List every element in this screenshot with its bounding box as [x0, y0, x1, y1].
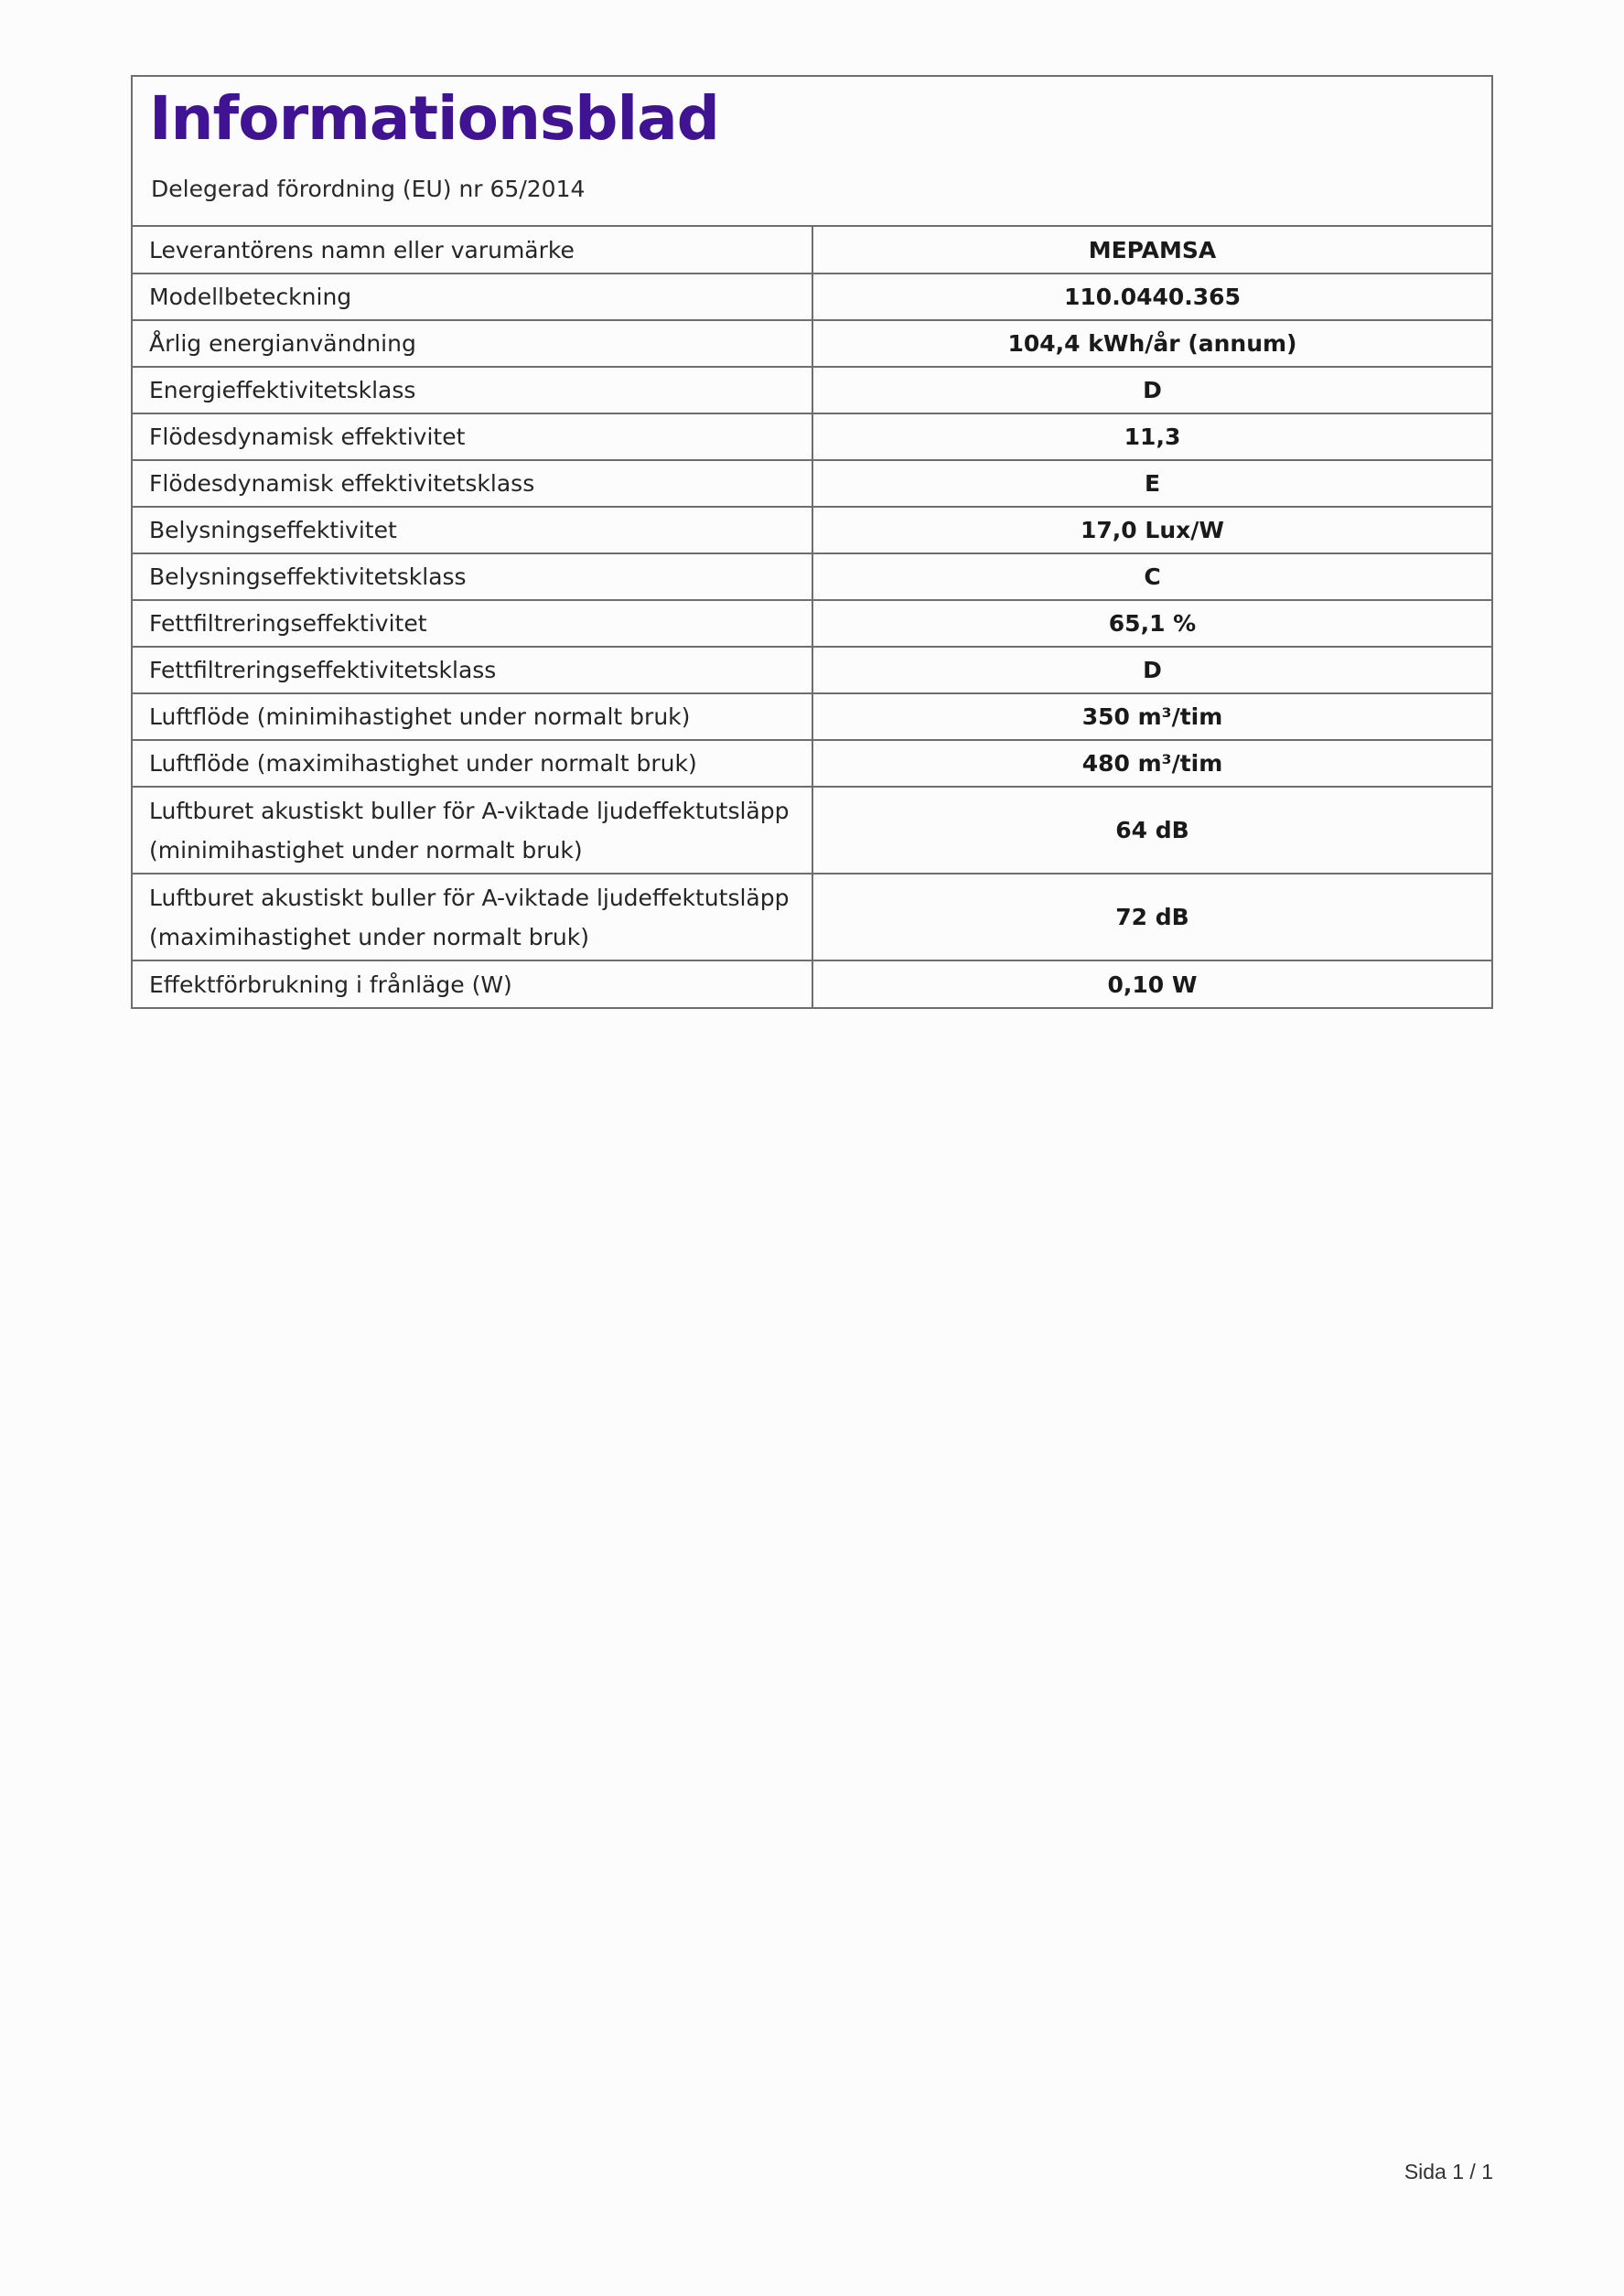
- row-label: Flödesdynamisk effektivitet: [133, 413, 812, 460]
- row-value: 0,10 W: [812, 960, 1491, 1007]
- sheet-header: [133, 77, 1491, 227]
- row-value: 110.0440.365: [812, 274, 1491, 320]
- table-row: [133, 274, 1491, 320]
- row-value: 64 dB: [812, 787, 1491, 874]
- row-label: Belysningseffektivitet: [133, 507, 812, 553]
- row-value: 350 m³/tim: [812, 693, 1491, 740]
- table-row: [133, 647, 1491, 693]
- row-value: 65,1 %: [812, 600, 1491, 647]
- table-row: [133, 600, 1491, 647]
- row-label: Luftburet akustiskt buller för A-viktade ljudeffektutsläpp (maximihastighet under normalt bruk): [133, 874, 812, 960]
- row-label: Energieffektivitetsklass: [133, 367, 812, 413]
- row-label: Luftflöde (maximihastighet under normalt bruk): [133, 740, 812, 787]
- table-row: [133, 553, 1491, 600]
- row-label: Luftburet akustiskt buller för A-viktade ljudeffektutsläpp (minimihastighet under normalt bruk): [133, 787, 812, 874]
- row-label: Fettfiltreringseffektivitet: [133, 600, 812, 647]
- row-value: E: [812, 460, 1491, 507]
- row-value: 72 dB: [812, 874, 1491, 960]
- row-label: Modellbeteckning: [133, 274, 812, 320]
- page-number: Sida 1 / 1: [1404, 2160, 1493, 2183]
- row-value: 17,0 Lux/W: [812, 507, 1491, 553]
- table-row: [133, 874, 1491, 960]
- row-value: C: [812, 553, 1491, 600]
- table-row: [133, 740, 1491, 787]
- row-value: D: [812, 647, 1491, 693]
- row-value: MEPAMSA: [1088, 236, 1217, 263]
- row-label: Fettfiltreringseffektivitetsklass: [133, 647, 812, 693]
- table-row: [133, 367, 1491, 413]
- row-label: Effektförbrukning i frånläge (W): [133, 960, 812, 1007]
- row-value: 480 m³/tim: [812, 740, 1491, 787]
- table-row: [133, 460, 1491, 507]
- table-row: [133, 693, 1491, 740]
- row-label: Luftflöde (minimihastighet under normalt bruk): [133, 693, 812, 740]
- table-row: [133, 227, 1491, 274]
- regulation-reference: Delegerad förordning (EU) nr 65/2014: [151, 176, 586, 202]
- page-title: Informationsblad: [149, 83, 719, 154]
- row-value: 11,3: [812, 413, 1491, 460]
- table-row: [133, 960, 1491, 1007]
- table-row: [133, 320, 1491, 367]
- information-sheet: [131, 75, 1493, 1009]
- row-label: Belysningseffektivitetsklass: [133, 553, 812, 600]
- table-row: [133, 507, 1491, 553]
- row-label: Årlig energianvändning: [133, 320, 812, 367]
- row-value: D: [812, 367, 1491, 413]
- row-label: Flödesdynamisk effektivitetsklass: [133, 460, 812, 507]
- product-data-table: [133, 227, 1491, 1007]
- table-row: [133, 413, 1491, 460]
- table-row: [133, 787, 1491, 874]
- row-label: Leverantörens namn eller varumärke: [133, 227, 812, 274]
- row-value: 104,4 kWh/år (annum): [812, 320, 1491, 367]
